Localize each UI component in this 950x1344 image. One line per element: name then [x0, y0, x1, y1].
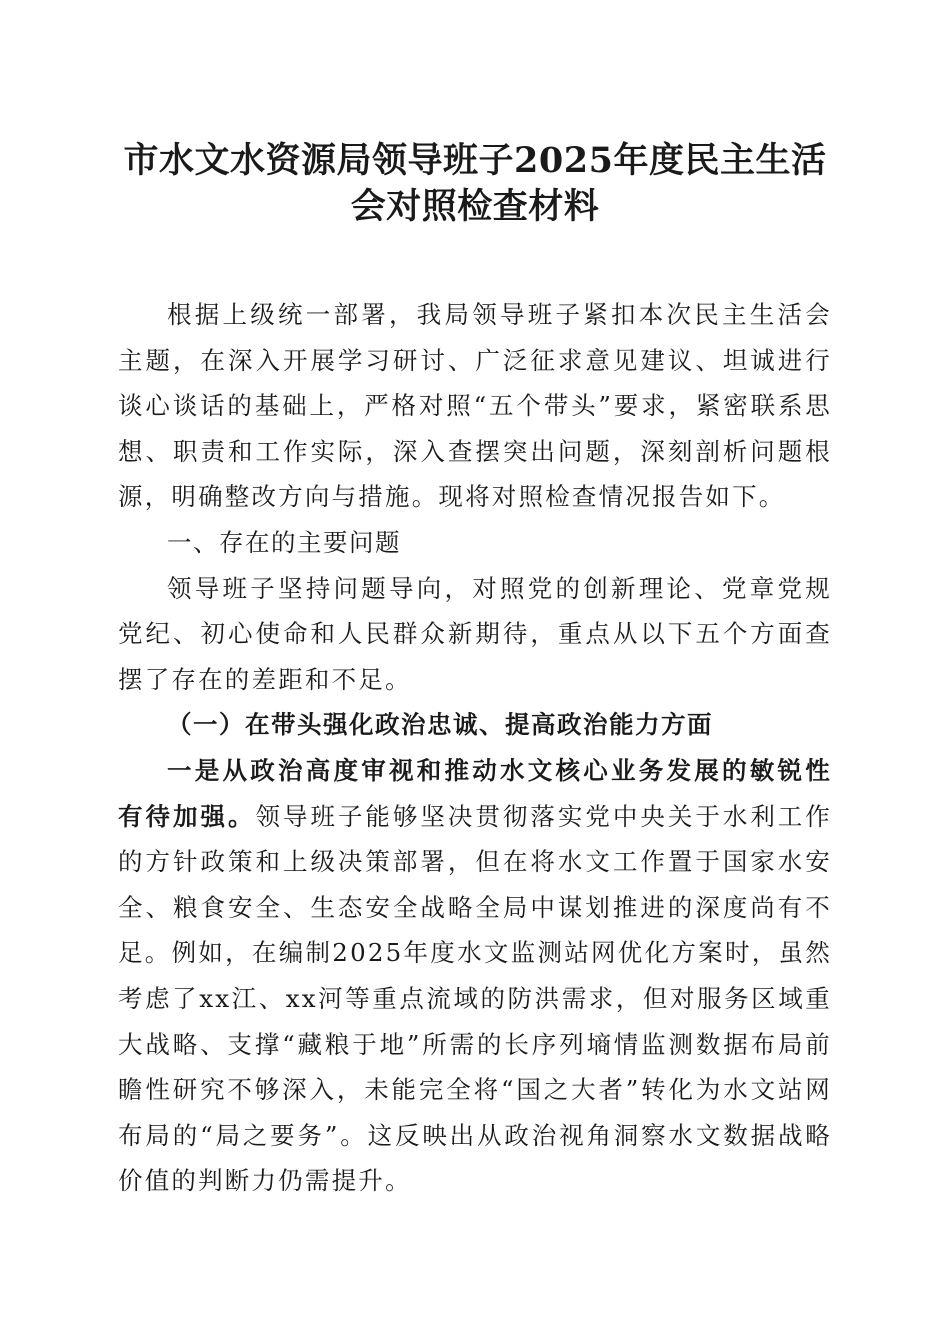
section-intro-paragraph: 领导班子坚持问题导向，对照党的创新理论、党章党规党纪、初心使命和人民群众新期待，重点从以下五个方面查摆了存在的差距和不足。 [118, 573, 832, 694]
document-title: 市水文水资源局领导班子2025年度民主生活会对照检查材料 [123, 140, 827, 227]
point-one-paragraph [118, 748, 832, 1204]
point-one-body: 领导班子能够坚决贯彻落实党中央关于水利工作的方针政策和上级决策部署，但在将水文工作置于国家水安全、粮食安全、生态安全战略全局中谋划推进的深度尚有不足。例如，在编制2025年度水文监测站网优化方案时，虽然考虑了xx江、xx河等重点流域的防洪需求，但对服务区域重大战略、支撑“藏粮于地”所需的长序列墒情监测数据布局前瞻性研究不够深入，未能完全将“国之大者”转化为水文站网布局的“局之要务”。这反映出从政治视角洞察水文数据战略价值的判断力仍需提升。 [118, 801, 833, 1196]
section-heading-problems: 一、存在的主要问题 [167, 527, 401, 557]
intro-paragraph: 根据上级统一部署，我局领导班子紧扣本次民主生活会主题，在深入开展学习研讨、广泛征求意见建议、坦诚进行谈心谈话的基础上，严格对照“五个带头”要求，紧密联系思想、职责和工作实际，深入查摆突出问题，深刻剖析问题根源，明确整改方向与措施。现将对照检查情况报告如下。 [118, 300, 832, 512]
point-one-lead: 一是从政治高度审视和推动水文核心业务发展的敏锐性有待加强。 [118, 755, 832, 831]
subsection-heading-political-loyalty: （一）在带头强化政治忠诚、提高政治能力方面 [167, 710, 713, 740]
